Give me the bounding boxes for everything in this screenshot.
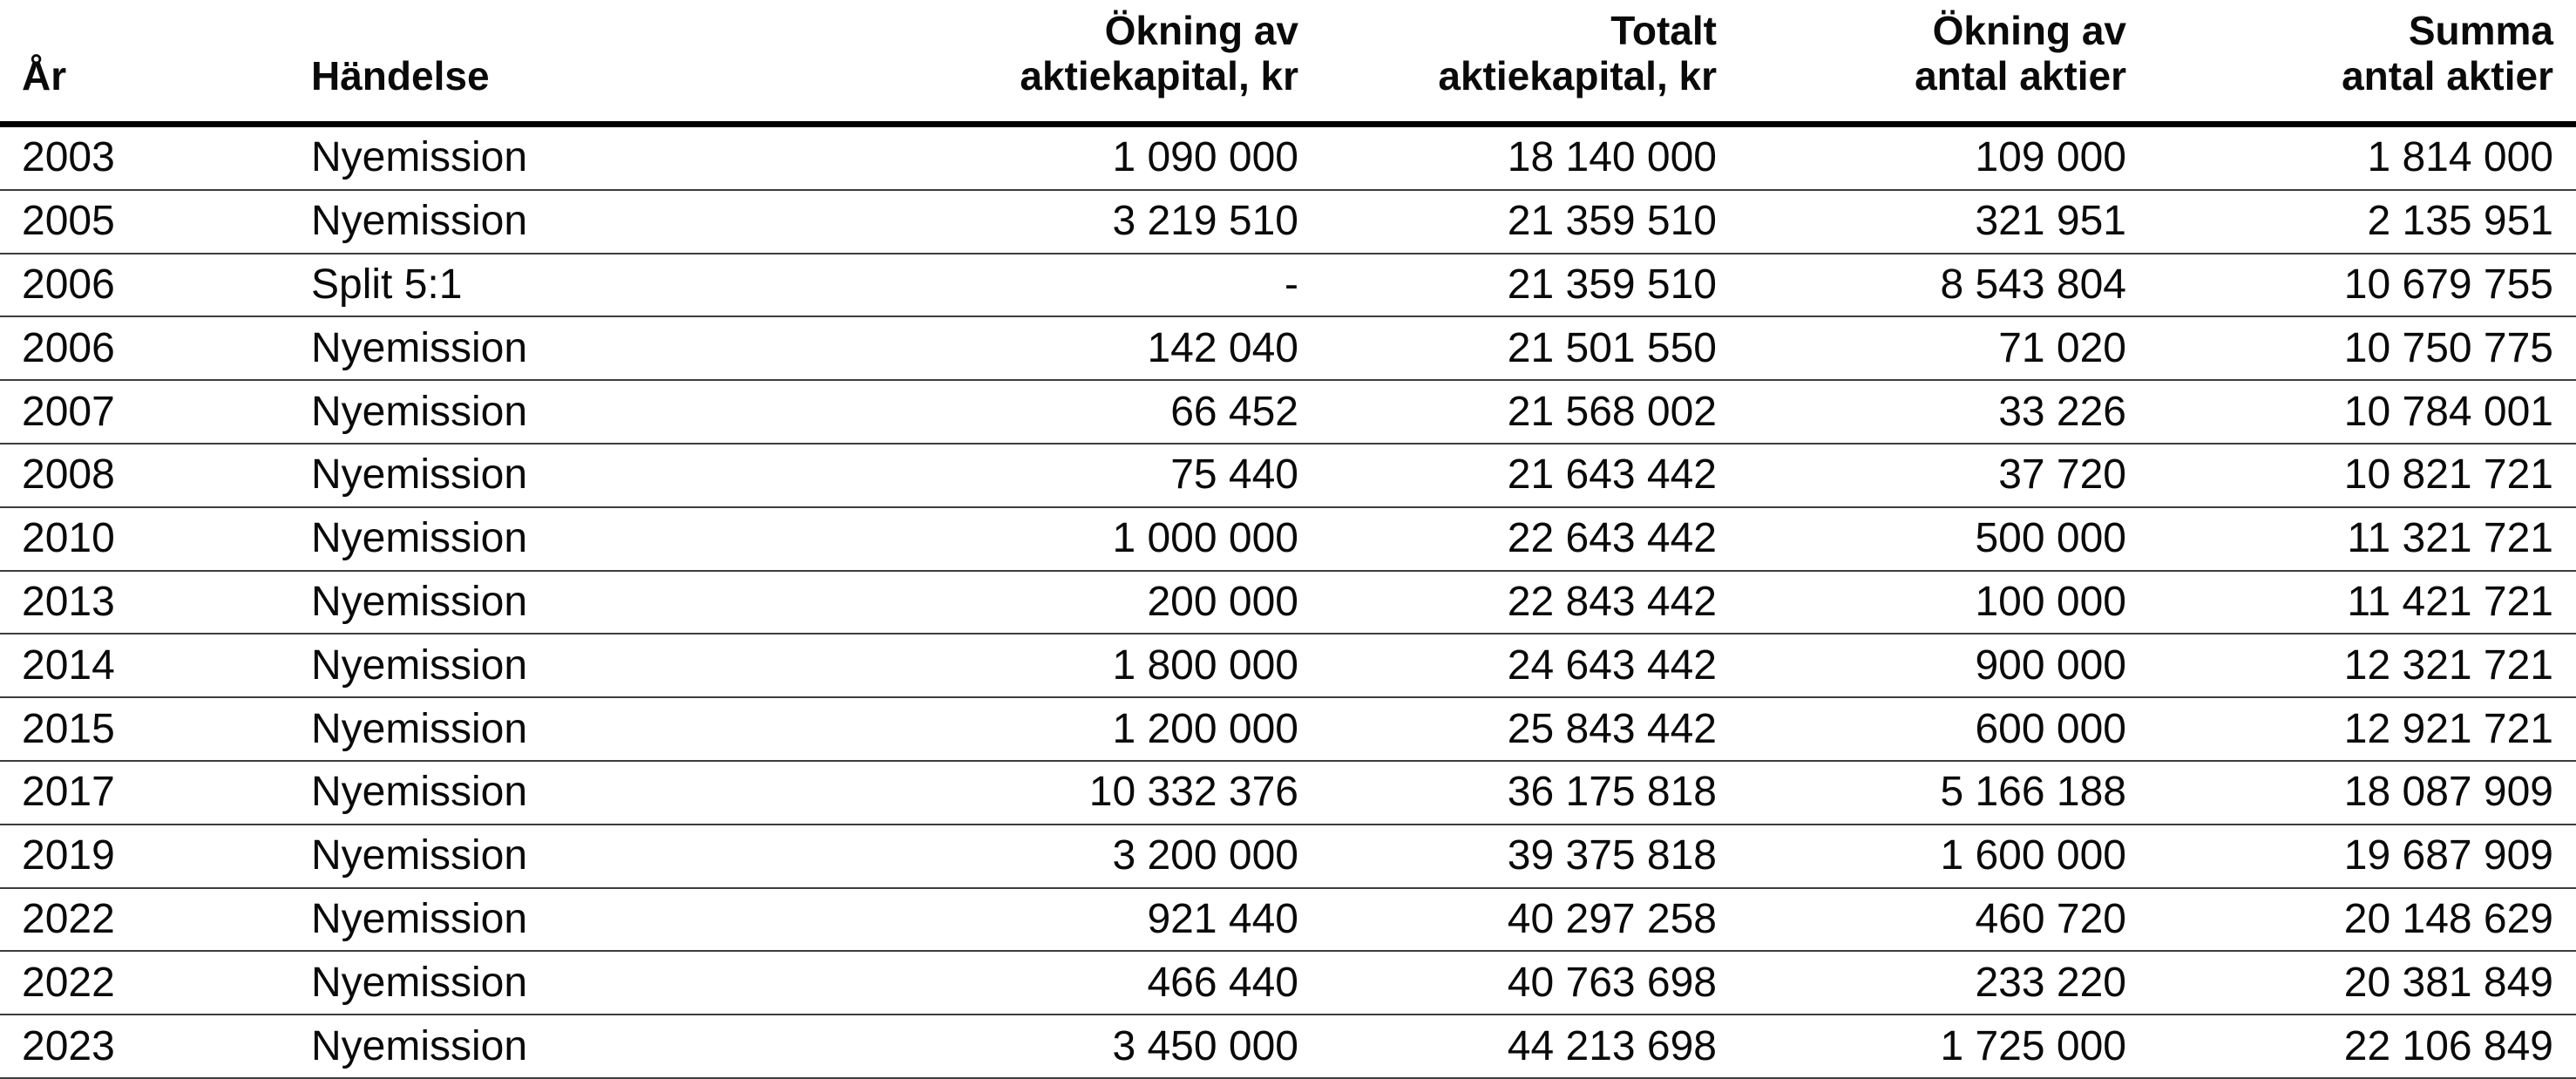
cell-summa_antal_aktier: 2 135 951 xyxy=(2132,190,2576,254)
cell-handelse: Nyemission xyxy=(311,380,871,444)
cell-okning_aktiekapital: 1 000 000 xyxy=(871,507,1304,571)
cell-okning_antal_aktier: 1 600 000 xyxy=(1722,825,2132,888)
table-row xyxy=(0,254,2576,317)
cell-okning_aktiekapital: 200 000 xyxy=(871,571,1304,635)
cell-okning_antal_aktier: 460 720 xyxy=(1722,888,2132,952)
table-row xyxy=(0,571,2576,635)
cell-handelse: Split 5:1 xyxy=(311,254,871,317)
cell-summa_antal_aktier: 10 784 001 xyxy=(2132,380,2576,444)
cell-summa_antal_aktier: 11 321 721 xyxy=(2132,507,2576,571)
cell-okning_antal_aktier: 5 166 188 xyxy=(1722,761,2132,825)
cell-handelse: Nyemission xyxy=(311,825,871,888)
cell-okning_aktiekapital: 66 452 xyxy=(871,380,1304,444)
column-header-handelse: Händelse xyxy=(311,0,871,125)
cell-okning_antal_aktier: 233 220 xyxy=(1722,951,2132,1015)
column-header-okning_antal_aktier: Ökning av antal aktier xyxy=(1722,0,2132,125)
cell-ar: 2022 xyxy=(0,951,311,1015)
cell-handelse: Nyemission xyxy=(311,316,871,380)
cell-totalt_aktiekapital: 21 359 510 xyxy=(1304,190,1722,254)
table-row xyxy=(0,634,2576,697)
cell-ar: 2019 xyxy=(0,825,311,888)
cell-summa_antal_aktier: 1 814 000 xyxy=(2132,125,2576,190)
table-row xyxy=(0,190,2576,254)
cell-summa_antal_aktier: 11 421 721 xyxy=(2132,571,2576,635)
cell-okning_aktiekapital: - xyxy=(871,254,1304,317)
table-row xyxy=(0,697,2576,761)
cell-handelse: Nyemission xyxy=(311,697,871,761)
cell-okning_antal_aktier: 71 020 xyxy=(1722,316,2132,380)
cell-okning_aktiekapital: 75 440 xyxy=(871,444,1304,507)
table-row xyxy=(0,444,2576,507)
cell-ar: 2006 xyxy=(0,316,311,380)
cell-okning_antal_aktier: 900 000 xyxy=(1722,634,2132,697)
cell-handelse: Nyemission xyxy=(311,571,871,635)
table-row xyxy=(0,761,2576,825)
cell-okning_aktiekapital: 1 090 000 xyxy=(871,125,1304,190)
cell-handelse: Nyemission xyxy=(311,951,871,1015)
cell-totalt_aktiekapital: 40 763 698 xyxy=(1304,951,1722,1015)
cell-summa_antal_aktier: 20 381 849 xyxy=(2132,951,2576,1015)
cell-totalt_aktiekapital: 25 843 442 xyxy=(1304,697,1722,761)
cell-ar: 2008 xyxy=(0,444,311,507)
column-header-totalt_aktiekapital: Totalt aktiekapital, kr xyxy=(1304,0,1722,125)
cell-summa_antal_aktier: 12 321 721 xyxy=(2132,634,2576,697)
cell-okning_antal_aktier: 8 543 804 xyxy=(1722,254,2132,317)
cell-okning_antal_aktier: 109 000 xyxy=(1722,125,2132,190)
cell-summa_antal_aktier: 10 679 755 xyxy=(2132,254,2576,317)
cell-okning_antal_aktier: 500 000 xyxy=(1722,507,2132,571)
cell-totalt_aktiekapital: 21 568 002 xyxy=(1304,380,1722,444)
cell-okning_antal_aktier: 321 951 xyxy=(1722,190,2132,254)
cell-okning_antal_aktier: 37 720 xyxy=(1722,444,2132,507)
cell-okning_aktiekapital: 142 040 xyxy=(871,316,1304,380)
table-header-row xyxy=(0,0,2576,125)
cell-summa_antal_aktier: 19 687 909 xyxy=(2132,825,2576,888)
cell-okning_aktiekapital: 3 450 000 xyxy=(871,1015,1304,1078)
cell-summa_antal_aktier: 10 750 775 xyxy=(2132,316,2576,380)
cell-okning_aktiekapital: 1 200 000 xyxy=(871,697,1304,761)
table-header xyxy=(0,0,2576,125)
table-row xyxy=(0,507,2576,571)
cell-handelse: Nyemission xyxy=(311,507,871,571)
cell-okning_antal_aktier: 600 000 xyxy=(1722,697,2132,761)
cell-summa_antal_aktier: 12 921 721 xyxy=(2132,697,2576,761)
column-header-ar: År xyxy=(0,0,311,125)
cell-ar: 2015 xyxy=(0,697,311,761)
cell-totalt_aktiekapital: 24 643 442 xyxy=(1304,634,1722,697)
cell-okning_aktiekapital: 466 440 xyxy=(871,951,1304,1015)
table-row xyxy=(0,380,2576,444)
cell-ar: 2006 xyxy=(0,254,311,317)
cell-ar: 2005 xyxy=(0,190,311,254)
cell-okning_antal_aktier: 1 725 000 xyxy=(1722,1015,2132,1078)
cell-handelse: Nyemission xyxy=(311,1015,871,1078)
cell-ar: 2003 xyxy=(0,125,311,190)
table-row xyxy=(0,888,2576,952)
cell-okning_antal_aktier: 100 000 xyxy=(1722,571,2132,635)
column-header-okning_aktiekapital: Ökning av aktiekapital, kr xyxy=(871,0,1304,125)
cell-okning_antal_aktier: 33 226 xyxy=(1722,380,2132,444)
cell-totalt_aktiekapital: 22 843 442 xyxy=(1304,571,1722,635)
cell-ar: 2010 xyxy=(0,507,311,571)
cell-handelse: Nyemission xyxy=(311,444,871,507)
cell-ar: 2013 xyxy=(0,571,311,635)
cell-totalt_aktiekapital: 44 213 698 xyxy=(1304,1015,1722,1078)
cell-ar: 2022 xyxy=(0,888,311,952)
cell-handelse: Nyemission xyxy=(311,888,871,952)
cell-summa_antal_aktier: 20 148 629 xyxy=(2132,888,2576,952)
cell-ar: 2014 xyxy=(0,634,311,697)
cell-totalt_aktiekapital: 18 140 000 xyxy=(1304,125,1722,190)
table-row xyxy=(0,1015,2576,1078)
cell-okning_aktiekapital: 921 440 xyxy=(871,888,1304,952)
cell-handelse: Nyemission xyxy=(311,125,871,190)
cell-handelse: Nyemission xyxy=(311,634,871,697)
cell-okning_aktiekapital: 3 219 510 xyxy=(871,190,1304,254)
cell-totalt_aktiekapital: 21 501 550 xyxy=(1304,316,1722,380)
cell-handelse: Nyemission xyxy=(311,190,871,254)
table-row xyxy=(0,316,2576,380)
cell-summa_antal_aktier: 10 821 721 xyxy=(2132,444,2576,507)
column-header-summa_antal_aktier: Summa antal aktier xyxy=(2132,0,2576,125)
cell-okning_aktiekapital: 1 800 000 xyxy=(871,634,1304,697)
cell-handelse: Nyemission xyxy=(311,761,871,825)
cell-totalt_aktiekapital: 21 643 442 xyxy=(1304,444,1722,507)
cell-totalt_aktiekapital: 40 297 258 xyxy=(1304,888,1722,952)
cell-totalt_aktiekapital: 21 359 510 xyxy=(1304,254,1722,317)
table-row xyxy=(0,825,2576,888)
table-body xyxy=(0,125,2576,1078)
table-row xyxy=(0,951,2576,1015)
cell-summa_antal_aktier: 18 087 909 xyxy=(2132,761,2576,825)
cell-okning_aktiekapital: 3 200 000 xyxy=(871,825,1304,888)
cell-okning_aktiekapital: 10 332 376 xyxy=(871,761,1304,825)
cell-ar: 2007 xyxy=(0,380,311,444)
cell-summa_antal_aktier: 22 106 849 xyxy=(2132,1015,2576,1078)
cell-totalt_aktiekapital: 22 643 442 xyxy=(1304,507,1722,571)
cell-ar: 2017 xyxy=(0,761,311,825)
cell-totalt_aktiekapital: 39 375 818 xyxy=(1304,825,1722,888)
table-row xyxy=(0,125,2576,190)
cell-totalt_aktiekapital: 36 175 818 xyxy=(1304,761,1722,825)
cell-ar: 2023 xyxy=(0,1015,311,1078)
